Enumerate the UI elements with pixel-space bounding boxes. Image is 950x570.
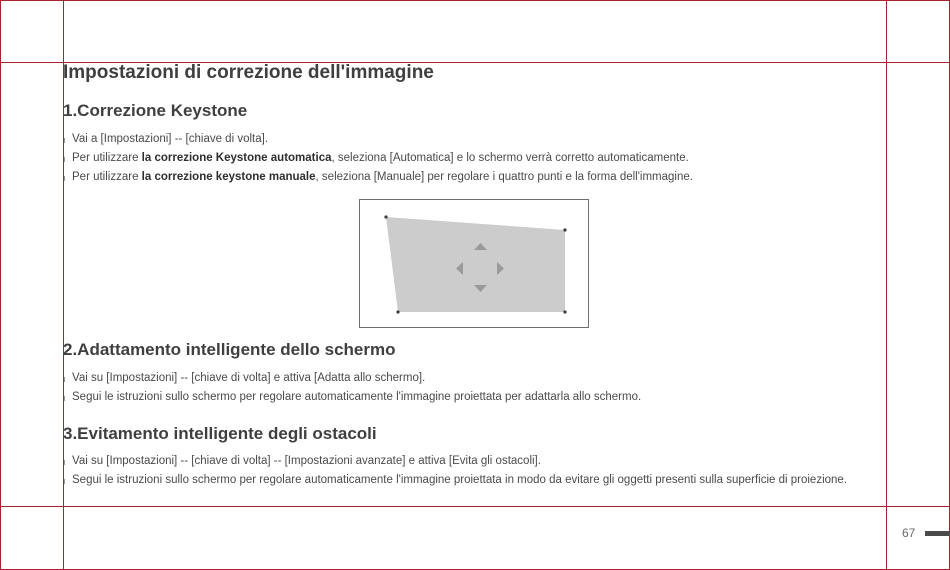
bullet-emphasis: la correzione keystone manuale <box>141 171 316 183</box>
section-title-obstacle-avoidance: 3.Evitamento intelligente degli ostacoli <box>63 424 377 443</box>
guide-line-left-edge <box>0 0 1 570</box>
bullet-item <box>64 471 854 490</box>
page-number: 67 <box>902 526 916 540</box>
bullet-list-keystone <box>64 130 864 187</box>
keystone-diagram <box>360 200 590 329</box>
bullet-text: Segui le istruzioni sullo schermo per regolare automaticamente l'immagine proiettata per adattarla allo schermo. <box>72 391 642 403</box>
keystone-illustration <box>359 199 589 328</box>
guide-line-footer <box>0 506 950 507</box>
bullet-item <box>64 149 864 168</box>
corner-point-top-left <box>384 215 387 218</box>
bullet-emphasis: la correzione Keystone automatica <box>141 152 332 164</box>
bullet-item <box>64 130 864 149</box>
bullet-list-obstacle-avoidance <box>64 452 854 490</box>
guide-line-right-margin <box>886 0 887 570</box>
corner-point-bottom-right <box>563 310 566 313</box>
bullet-list-screen-fit <box>64 369 864 407</box>
bullet-item <box>64 168 864 187</box>
section-title-screen-fit: 2.Adattamento intelligente dello schermo <box>63 340 396 359</box>
bullet-item <box>64 452 854 471</box>
projected-image-shape <box>386 217 565 312</box>
bullet-text: Vai a [Impostazioni] -- [chiave di volta]. <box>72 133 269 145</box>
guide-line-top <box>0 0 950 1</box>
bullet-text: Vai su [Impostazioni] -- [chiave di volta] -- [Impostazioni avanzate] e attiva [Evita gli ostacoli]. <box>72 455 541 467</box>
bullet-text: Segui le istruzioni sullo schermo per regolare automaticamente l'immagine proiettata in modo da evitare gli oggetti presenti sulla superficie di proiezione. <box>72 474 848 486</box>
section-title-keystone: 1.Correzione Keystone <box>63 101 248 120</box>
bullet-text: Per utilizzare <box>72 152 142 164</box>
bullet-text: Vai su [Impostazioni] -- [chiave di volta] e attiva [Adatta allo schermo]. <box>72 372 426 384</box>
bullet-item <box>64 369 864 388</box>
bullet-text: , seleziona [Automatica] e lo schermo verrà corretto automaticamente. <box>331 152 689 164</box>
bullet-item <box>64 388 864 407</box>
bullet-text: , seleziona [Manuale] per regolare i quattro punti e la forma dell'immagine. <box>315 171 693 183</box>
page-title: Impostazioni di correzione dell'immagine <box>63 62 434 83</box>
bullet-text: Per utilizzare <box>72 171 142 183</box>
corner-point-bottom-left <box>396 310 399 313</box>
corner-point-top-right <box>563 228 566 231</box>
page-number-bar <box>925 531 950 536</box>
